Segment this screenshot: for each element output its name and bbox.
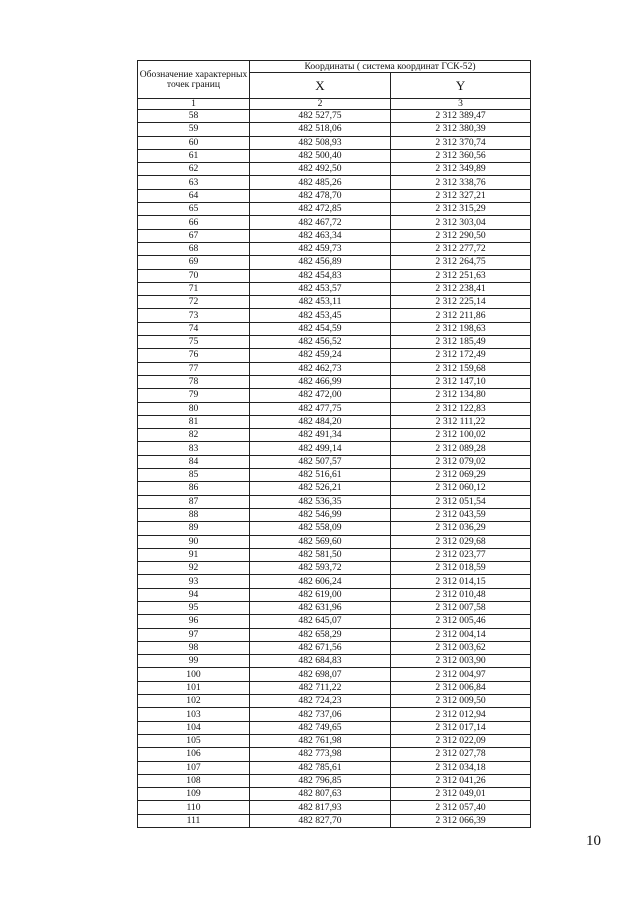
table-row: [138, 136, 531, 149]
y-coordinate-cell: 2 312 060,12: [391, 482, 531, 495]
table-row: [138, 349, 531, 362]
table-row: [138, 641, 531, 654]
x-coordinate-cell: 482 491,34: [250, 429, 391, 442]
x-coordinate-cell: 482 472,85: [250, 203, 391, 216]
header-coordinates: Координаты ( система координат ГСК-52): [250, 61, 531, 73]
table-row: [138, 562, 531, 575]
table-row: [138, 203, 531, 216]
x-coordinate-cell: 482 569,60: [250, 535, 391, 548]
y-coordinate-cell: 2 312 251,63: [391, 269, 531, 282]
x-coordinate-cell: 482 536,35: [250, 495, 391, 508]
point-id-cell: 78: [138, 375, 250, 388]
point-id-cell: 61: [138, 149, 250, 162]
point-id-cell: 88: [138, 508, 250, 521]
y-coordinate-cell: 2 312 029,68: [391, 535, 531, 548]
header-designation: Обозначение характерных точек границ: [138, 61, 250, 99]
y-coordinate-cell: 2 312 034,18: [391, 761, 531, 774]
y-coordinate-cell: 2 312 079,02: [391, 455, 531, 468]
y-coordinate-cell: 2 312 370,74: [391, 136, 531, 149]
table-row: [138, 695, 531, 708]
table-row: [138, 242, 531, 255]
y-coordinate-cell: 2 312 006,84: [391, 681, 531, 694]
table-row: [138, 336, 531, 349]
point-id-cell: 92: [138, 562, 250, 575]
y-coordinate-cell: 2 312 290,50: [391, 229, 531, 242]
table-row: [138, 362, 531, 375]
x-coordinate-cell: 482 807,63: [250, 788, 391, 801]
table-row: [138, 296, 531, 309]
point-id-cell: 83: [138, 442, 250, 455]
y-coordinate-cell: 2 312 010,48: [391, 588, 531, 601]
table-body: [138, 110, 531, 828]
y-coordinate-cell: 2 312 122,83: [391, 402, 531, 415]
y-coordinate-cell: 2 312 360,56: [391, 149, 531, 162]
y-coordinate-cell: 2 312 003,62: [391, 641, 531, 654]
x-coordinate-cell: 482 456,89: [250, 256, 391, 269]
y-coordinate-cell: 2 312 389,47: [391, 110, 531, 123]
x-coordinate-cell: 482 462,73: [250, 362, 391, 375]
y-coordinate-cell: 2 312 022,09: [391, 734, 531, 747]
x-coordinate-cell: 482 454,83: [250, 269, 391, 282]
table-row: [138, 282, 531, 295]
x-coordinate-cell: 482 684,83: [250, 655, 391, 668]
table-row: [138, 708, 531, 721]
table-row: [138, 429, 531, 442]
table-row: [138, 163, 531, 176]
point-id-cell: 59: [138, 123, 250, 136]
point-id-cell: 60: [138, 136, 250, 149]
table-row: [138, 788, 531, 801]
table-row: [138, 322, 531, 335]
y-coordinate-cell: 2 312 100,02: [391, 429, 531, 442]
point-id-cell: 77: [138, 362, 250, 375]
table-row: [138, 189, 531, 202]
y-coordinate-cell: 2 312 049,01: [391, 788, 531, 801]
table-row: [138, 229, 531, 242]
point-id-cell: 71: [138, 282, 250, 295]
table-header: [138, 61, 531, 110]
table-row: [138, 216, 531, 229]
table-row: [138, 748, 531, 761]
point-id-cell: 68: [138, 242, 250, 255]
x-coordinate-cell: 482 500,40: [250, 149, 391, 162]
x-coordinate-cell: 482 558,09: [250, 522, 391, 535]
y-coordinate-cell: 2 312 277,72: [391, 242, 531, 255]
table-row: [138, 548, 531, 561]
table-row: [138, 176, 531, 189]
x-coordinate-cell: 482 454,59: [250, 322, 391, 335]
point-id-cell: 95: [138, 601, 250, 614]
point-id-cell: 62: [138, 163, 250, 176]
x-coordinate-cell: 482 761,98: [250, 734, 391, 747]
x-coordinate-cell: 482 453,57: [250, 282, 391, 295]
table-row: [138, 588, 531, 601]
table-row: [138, 801, 531, 814]
y-coordinate-cell: 2 312 012,94: [391, 708, 531, 721]
table-row: [138, 149, 531, 162]
table-row: [138, 575, 531, 588]
x-coordinate-cell: 482 711,22: [250, 681, 391, 694]
y-coordinate-cell: 2 312 041,26: [391, 774, 531, 787]
x-coordinate-cell: 482 459,73: [250, 242, 391, 255]
x-coordinate-cell: 482 631,96: [250, 601, 391, 614]
y-coordinate-cell: 2 312 147,10: [391, 375, 531, 388]
y-coordinate-cell: 2 312 198,63: [391, 322, 531, 335]
point-id-cell: 108: [138, 774, 250, 787]
y-coordinate-cell: 2 312 005,46: [391, 615, 531, 628]
y-coordinate-cell: 2 312 185,49: [391, 336, 531, 349]
y-coordinate-cell: 2 312 017,14: [391, 721, 531, 734]
x-coordinate-cell: 482 645,07: [250, 615, 391, 628]
table-row: [138, 495, 531, 508]
y-coordinate-cell: 2 312 349,89: [391, 163, 531, 176]
point-id-cell: 64: [138, 189, 250, 202]
point-id-cell: 104: [138, 721, 250, 734]
point-id-cell: 96: [138, 615, 250, 628]
table-row: [138, 469, 531, 482]
table-row: [138, 123, 531, 136]
y-coordinate-cell: 2 312 036,29: [391, 522, 531, 535]
point-id-cell: 86: [138, 482, 250, 495]
x-coordinate-cell: 482 484,20: [250, 415, 391, 428]
y-coordinate-cell: 2 312 003,90: [391, 655, 531, 668]
y-coordinate-cell: 2 312 225,14: [391, 296, 531, 309]
table-row: [138, 455, 531, 468]
table-row: [138, 256, 531, 269]
point-id-cell: 80: [138, 402, 250, 415]
y-coordinate-cell: 2 312 066,39: [391, 814, 531, 827]
table-row: [138, 442, 531, 455]
header-x: X: [250, 73, 391, 99]
table-row: [138, 309, 531, 322]
x-coordinate-cell: 482 785,61: [250, 761, 391, 774]
x-coordinate-cell: 482 516,61: [250, 469, 391, 482]
x-coordinate-cell: 482 478,70: [250, 189, 391, 202]
table-row: [138, 761, 531, 774]
point-id-cell: 107: [138, 761, 250, 774]
table-row: [138, 814, 531, 827]
y-coordinate-cell: 2 312 134,80: [391, 389, 531, 402]
y-coordinate-cell: 2 312 338,76: [391, 176, 531, 189]
y-coordinate-cell: 2 312 057,40: [391, 801, 531, 814]
y-coordinate-cell: 2 312 089,28: [391, 442, 531, 455]
y-coordinate-cell: 2 312 327,21: [391, 189, 531, 202]
point-id-cell: 67: [138, 229, 250, 242]
x-coordinate-cell: 482 508,93: [250, 136, 391, 149]
x-coordinate-cell: 482 593,72: [250, 562, 391, 575]
column-number-2: 2: [250, 99, 391, 110]
table-row: [138, 389, 531, 402]
point-id-cell: 66: [138, 216, 250, 229]
y-coordinate-cell: 2 312 004,97: [391, 668, 531, 681]
x-coordinate-cell: 482 658,29: [250, 628, 391, 641]
point-id-cell: 89: [138, 522, 250, 535]
table-row: [138, 269, 531, 282]
point-id-cell: 75: [138, 336, 250, 349]
y-coordinate-cell: 2 312 238,41: [391, 282, 531, 295]
x-coordinate-cell: 482 773,98: [250, 748, 391, 761]
point-id-cell: 69: [138, 256, 250, 269]
y-coordinate-cell: 2 312 264,75: [391, 256, 531, 269]
point-id-cell: 111: [138, 814, 250, 827]
point-id-cell: 101: [138, 681, 250, 694]
point-id-cell: 70: [138, 269, 250, 282]
point-id-cell: 73: [138, 309, 250, 322]
point-id-cell: 82: [138, 429, 250, 442]
table-row: [138, 402, 531, 415]
point-id-cell: 72: [138, 296, 250, 309]
point-id-cell: 106: [138, 748, 250, 761]
y-coordinate-cell: 2 312 051,54: [391, 495, 531, 508]
y-coordinate-cell: 2 312 018,59: [391, 562, 531, 575]
x-coordinate-cell: 482 467,72: [250, 216, 391, 229]
y-coordinate-cell: 2 312 303,04: [391, 216, 531, 229]
x-coordinate-cell: 482 724,23: [250, 695, 391, 708]
point-id-cell: 79: [138, 389, 250, 402]
column-number-1: 1: [138, 99, 250, 110]
x-coordinate-cell: 482 817,93: [250, 801, 391, 814]
point-id-cell: 85: [138, 469, 250, 482]
y-coordinate-cell: 2 312 380,39: [391, 123, 531, 136]
x-coordinate-cell: 482 606,24: [250, 575, 391, 588]
y-coordinate-cell: 2 312 023,77: [391, 548, 531, 561]
table-row: [138, 681, 531, 694]
table-row: [138, 774, 531, 787]
x-coordinate-cell: 482 453,11: [250, 296, 391, 309]
y-coordinate-cell: 2 312 069,29: [391, 469, 531, 482]
header-y: Y: [391, 73, 531, 99]
x-coordinate-cell: 482 749,65: [250, 721, 391, 734]
table-row: [138, 375, 531, 388]
table-row: [138, 522, 531, 535]
x-coordinate-cell: 482 463,34: [250, 229, 391, 242]
table-row: [138, 615, 531, 628]
x-coordinate-cell: 482 485,26: [250, 176, 391, 189]
column-number-3: 3: [391, 99, 531, 110]
x-coordinate-cell: 482 466,99: [250, 375, 391, 388]
point-id-cell: 100: [138, 668, 250, 681]
point-id-cell: 105: [138, 734, 250, 747]
x-coordinate-cell: 482 698,07: [250, 668, 391, 681]
point-id-cell: 76: [138, 349, 250, 362]
x-coordinate-cell: 482 581,50: [250, 548, 391, 561]
page-number: 10: [586, 833, 601, 849]
point-id-cell: 81: [138, 415, 250, 428]
y-coordinate-cell: 2 312 043,59: [391, 508, 531, 521]
table-row: [138, 508, 531, 521]
point-id-cell: 90: [138, 535, 250, 548]
point-id-cell: 98: [138, 641, 250, 654]
x-coordinate-cell: 482 526,21: [250, 482, 391, 495]
x-coordinate-cell: 482 507,57: [250, 455, 391, 468]
x-coordinate-cell: 482 518,06: [250, 123, 391, 136]
x-coordinate-cell: 482 459,24: [250, 349, 391, 362]
x-coordinate-cell: 482 527,75: [250, 110, 391, 123]
table-row: [138, 721, 531, 734]
table-row: [138, 655, 531, 668]
y-coordinate-cell: 2 312 007,58: [391, 601, 531, 614]
table-row: [138, 628, 531, 641]
point-id-cell: 93: [138, 575, 250, 588]
y-coordinate-cell: 2 312 014,15: [391, 575, 531, 588]
point-id-cell: 91: [138, 548, 250, 561]
x-coordinate-cell: 482 472,00: [250, 389, 391, 402]
point-id-cell: 97: [138, 628, 250, 641]
table-row: [138, 734, 531, 747]
point-id-cell: 103: [138, 708, 250, 721]
x-coordinate-cell: 482 477,75: [250, 402, 391, 415]
table-row: [138, 415, 531, 428]
point-id-cell: 87: [138, 495, 250, 508]
x-coordinate-cell: 482 546,99: [250, 508, 391, 521]
point-id-cell: 63: [138, 176, 250, 189]
x-coordinate-cell: 482 499,14: [250, 442, 391, 455]
point-id-cell: 110: [138, 801, 250, 814]
x-coordinate-cell: 482 456,52: [250, 336, 391, 349]
coordinates-table: [137, 60, 531, 828]
point-id-cell: 65: [138, 203, 250, 216]
x-coordinate-cell: 482 453,45: [250, 309, 391, 322]
y-coordinate-cell: 2 312 211,86: [391, 309, 531, 322]
x-coordinate-cell: 482 827,70: [250, 814, 391, 827]
y-coordinate-cell: 2 312 111,22: [391, 415, 531, 428]
point-id-cell: 94: [138, 588, 250, 601]
y-coordinate-cell: 2 312 004,14: [391, 628, 531, 641]
point-id-cell: 99: [138, 655, 250, 668]
y-coordinate-cell: 2 312 027,78: [391, 748, 531, 761]
table-row: [138, 110, 531, 123]
x-coordinate-cell: 482 671,56: [250, 641, 391, 654]
point-id-cell: 84: [138, 455, 250, 468]
x-coordinate-cell: 482 619,00: [250, 588, 391, 601]
y-coordinate-cell: 2 312 315,29: [391, 203, 531, 216]
table-row: [138, 601, 531, 614]
table-row: [138, 668, 531, 681]
x-coordinate-cell: 482 737,06: [250, 708, 391, 721]
table-row: [138, 482, 531, 495]
y-coordinate-cell: 2 312 009,50: [391, 695, 531, 708]
x-coordinate-cell: 482 492,50: [250, 163, 391, 176]
y-coordinate-cell: 2 312 159,68: [391, 362, 531, 375]
table-row: [138, 535, 531, 548]
point-id-cell: 102: [138, 695, 250, 708]
point-id-cell: 74: [138, 322, 250, 335]
y-coordinate-cell: 2 312 172,49: [391, 349, 531, 362]
point-id-cell: 58: [138, 110, 250, 123]
x-coordinate-cell: 482 796,85: [250, 774, 391, 787]
point-id-cell: 109: [138, 788, 250, 801]
